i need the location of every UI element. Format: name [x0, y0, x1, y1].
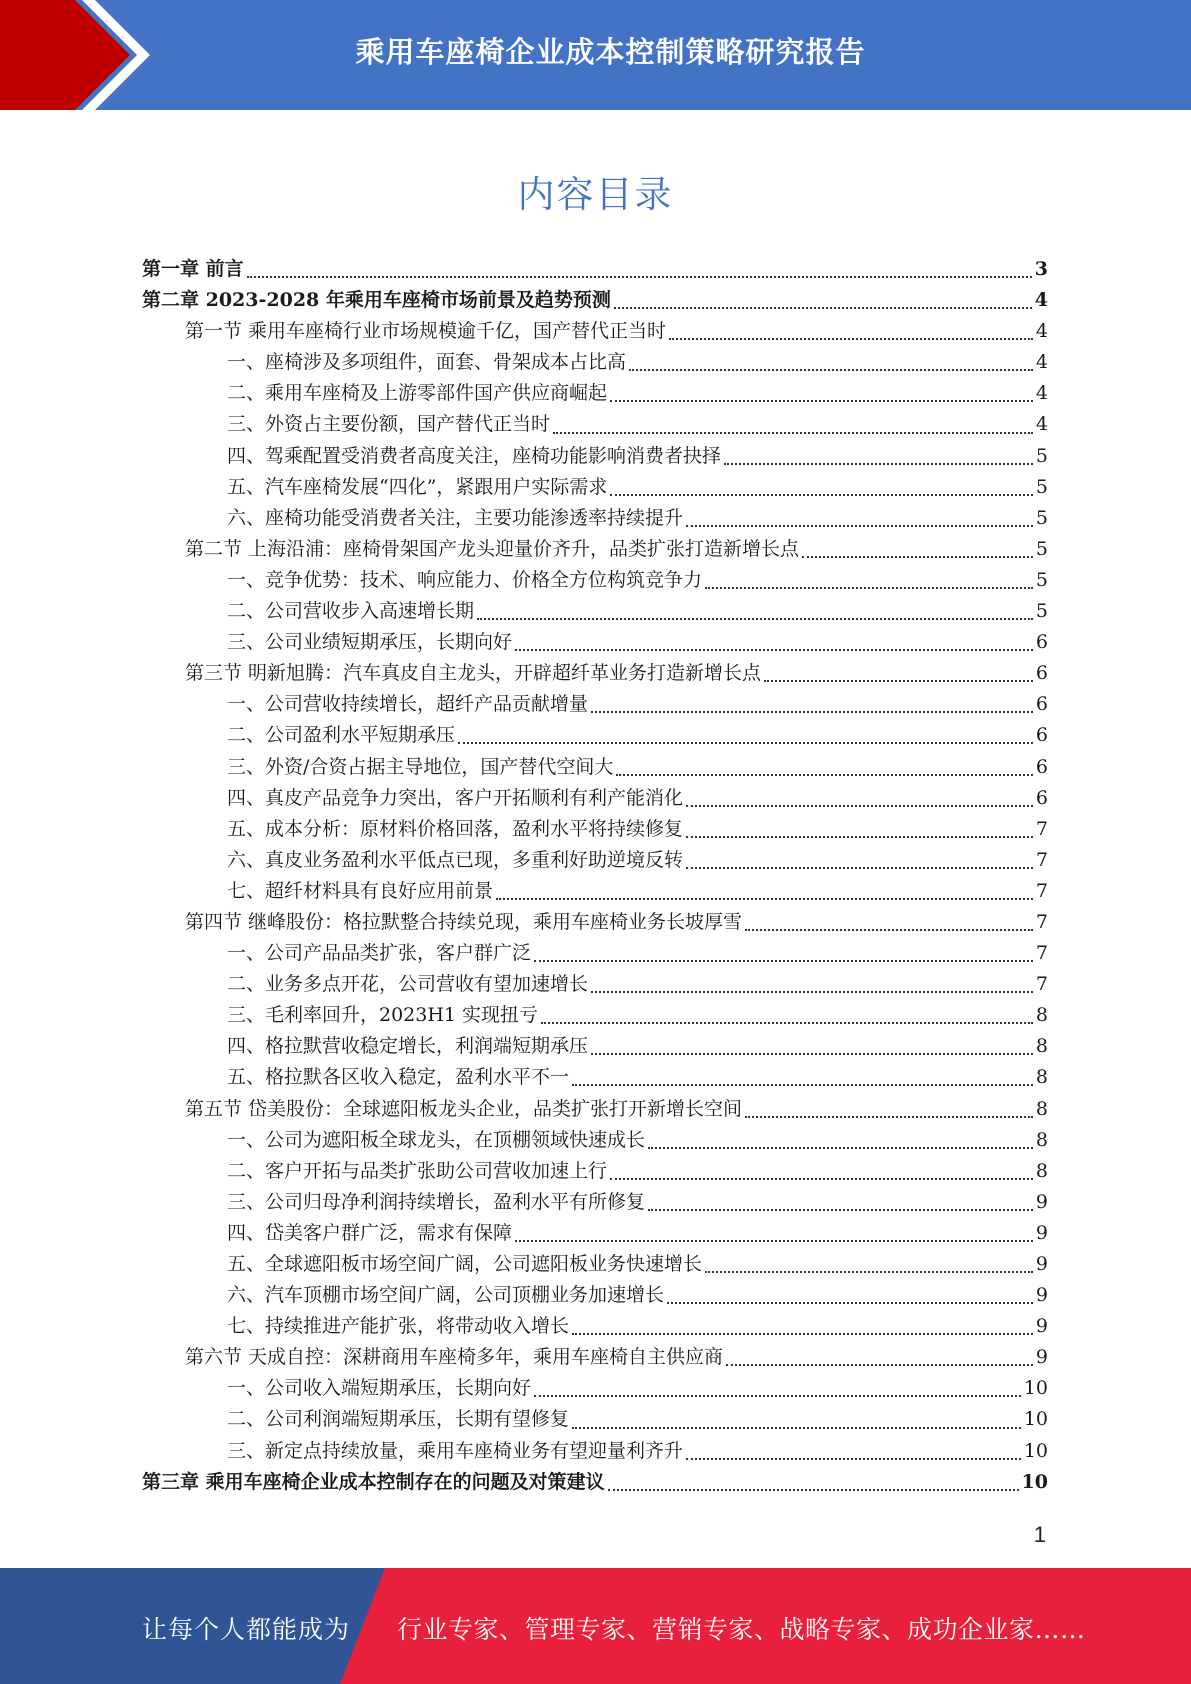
- toc-dot-leader: [705, 586, 1033, 589]
- toc-entry-text: 二、客户开拓与品类扩张助公司营收加速上行: [227, 1159, 608, 1182]
- toc-entry-page: 10: [1023, 1377, 1048, 1400]
- toc-entry-text: 四、驾乘配置受消费者高度关注，座椅功能影响消费者抉择: [227, 444, 722, 467]
- toc-dot-leader: [496, 897, 1033, 900]
- toc-dot-leader: [534, 959, 1033, 962]
- toc-subsection-entry[interactable]: [142, 1249, 1048, 1280]
- toc-dot-leader: [610, 399, 1033, 402]
- toc-dot-leader: [591, 990, 1033, 993]
- toc-entry-page: 8: [1035, 1035, 1048, 1058]
- toc-entry-text: 二、业务多点开花，公司营收有望加速增长: [227, 973, 589, 996]
- toc-entry-text: 六、座椅功能受消费者关注，主要功能渗透率持续提升: [227, 506, 684, 529]
- toc-entry-page: 7: [1035, 817, 1048, 840]
- header-banner: [0, 0, 1191, 110]
- toc-dot-leader: [648, 1208, 1033, 1211]
- toc-chapter-entry[interactable]: [142, 1467, 1048, 1498]
- toc-subsection-entry[interactable]: [142, 1125, 1048, 1156]
- toc-dot-leader: [591, 1052, 1033, 1055]
- toc-subsection-entry[interactable]: [142, 1218, 1048, 1249]
- toc-entry-text: 一、公司为遮阳板全球龙头，在顶棚领域快速成长: [227, 1128, 646, 1151]
- toc-entry-text: 第一章 前言: [142, 258, 244, 280]
- toc-dot-leader: [534, 1394, 1021, 1397]
- toc-entry-text: 第五节 岱美股份：全球遮阳板龙头企业，品类扩张打开新增长空间: [185, 1097, 743, 1120]
- toc-entry-text: 一、公司营收持续增长，超纤产品贡献增量: [227, 693, 589, 716]
- toc-dot-leader: [648, 1146, 1033, 1149]
- toc-entry-page: 9: [1035, 1190, 1048, 1213]
- toc-entry-text: 四、岱美客户群广泛，需求有保障: [227, 1221, 513, 1244]
- toc-subsection-entry[interactable]: [142, 783, 1048, 814]
- toc-entry-page: 5: [1035, 475, 1048, 498]
- toc-entry-page: 8: [1035, 1097, 1048, 1120]
- toc-heading: 内容目录: [517, 173, 674, 216]
- toc-entry-text: 一、公司收入端短期承压，长期向好: [227, 1377, 532, 1400]
- toc-dot-leader: [553, 431, 1033, 434]
- toc-entry-page: 4: [1035, 351, 1048, 374]
- toc-entry-page: 9: [1035, 1221, 1048, 1244]
- toc-dot-leader: [724, 462, 1033, 465]
- toc-dot-leader: [726, 1363, 1033, 1366]
- toc-entry-text: 三、公司归母净利润持续增长，盈利水平有所修复: [227, 1190, 646, 1213]
- toc-dot-leader: [705, 1270, 1033, 1273]
- toc-dot-leader: [608, 1488, 1019, 1491]
- footer-slogan-right: 行业专家、管理专家、营销专家、战略专家、成功企业家……: [397, 1615, 1086, 1644]
- toc-dot-leader: [686, 835, 1033, 838]
- toc-section-entry[interactable]: [142, 534, 1048, 565]
- footer-banner: [0, 1568, 1191, 1684]
- toc-subsection-entry[interactable]: [142, 876, 1048, 907]
- toc-dot-leader: [686, 524, 1033, 527]
- toc-entry-text: 二、乘用车座椅及上游零部件国产供应商崛起: [227, 382, 608, 405]
- toc-subsection-entry[interactable]: [142, 814, 1048, 845]
- toc-subsection-entry[interactable]: [142, 378, 1048, 409]
- toc-entry-text: 第一节 乘用车座椅行业市场规模逾千亿，国产替代正当时: [185, 320, 667, 343]
- toc-subsection-entry[interactable]: [142, 689, 1048, 720]
- toc-entry-page: 6: [1035, 755, 1048, 778]
- toc-entry-text: 三、外资/合资占据主导地位，国产替代空间大: [227, 755, 614, 778]
- toc-subsection-entry[interactable]: [142, 503, 1048, 534]
- toc-entry-text: 三、毛利率回升，2023H1 实现扭亏: [227, 1004, 539, 1027]
- toc-dot-leader: [541, 1021, 1033, 1024]
- toc-entry-page: 9: [1035, 1253, 1048, 1275]
- footer-slogan-left: 让每个人都能成为: [142, 1615, 351, 1644]
- toc-subsection-entry[interactable]: [142, 1404, 1048, 1435]
- toc-entry-page: 8: [1035, 1128, 1048, 1151]
- toc-dot-leader: [745, 1115, 1033, 1118]
- toc-subsection-entry[interactable]: [142, 472, 1048, 503]
- toc-entry-page: 8: [1035, 1004, 1048, 1027]
- toc-entry-text: 第六节 天成自控：深耕商用车座椅多年，乘用车座椅自主供应商: [185, 1346, 724, 1369]
- toc-section-entry[interactable]: [142, 658, 1048, 689]
- toc-subsection-entry[interactable]: [142, 596, 1048, 627]
- toc-entry-page: 4: [1035, 320, 1048, 343]
- toc-entry-page: 9: [1035, 1284, 1048, 1307]
- toc-subsection-entry[interactable]: [142, 627, 1048, 658]
- toc-entry-page: 4: [1035, 413, 1048, 436]
- toc-entry-text: 第四节 继峰股份：格拉默整合持续兑现，乘用车座椅业务长坡厚雪: [185, 910, 743, 933]
- toc-dot-leader: [572, 1332, 1033, 1335]
- toc-entry-text: 一、座椅涉及多项组件，面套、骨架成本占比高: [227, 351, 627, 374]
- toc-dot-leader: [610, 493, 1032, 496]
- toc-dot-leader: [572, 1083, 1033, 1086]
- toc-entry-page: 7: [1035, 879, 1048, 902]
- toc-subsection-entry[interactable]: [142, 969, 1048, 1000]
- toc-entry-page: 7: [1035, 973, 1048, 996]
- toc-entry-text: 五、汽车座椅发展“四化”，紧跟用户实际需求: [227, 475, 608, 498]
- toc-entry-page: 10: [1023, 1439, 1048, 1462]
- toc-dot-leader: [745, 928, 1033, 931]
- toc-subsection-entry[interactable]: [142, 752, 1048, 783]
- toc-chapter-entry[interactable]: [142, 285, 1048, 316]
- toc-section-entry[interactable]: [142, 316, 1048, 347]
- toc-entry-page: 7: [1035, 942, 1048, 965]
- toc-dot-leader: [610, 1177, 1033, 1180]
- report-title: 乘用车座椅企业成本控制策略研究报告: [355, 35, 866, 69]
- toc-entry-page: 5: [1035, 444, 1048, 467]
- toc-entry-text: 第三节 明新旭腾：汽车真皮自主龙头，开辟超纤革业务打造新增长点: [185, 662, 762, 685]
- toc-dot-leader: [686, 1457, 1021, 1460]
- table-of-contents: [142, 254, 1048, 1498]
- toc-entry-page: 10: [1023, 1408, 1048, 1431]
- toc-entry-text: 四、真皮产品竞争力突出，客户开拓顺利有利产能消化: [227, 786, 684, 809]
- toc-entry-text: 一、竞争优势：技术、响应能力、价格全方位构筑竞争力: [227, 568, 703, 591]
- toc-subsection-entry[interactable]: [142, 1187, 1048, 1218]
- toc-entry-page: 6: [1035, 786, 1048, 809]
- toc-dot-leader: [629, 368, 1033, 371]
- toc-entry-page: 8: [1035, 1159, 1048, 1182]
- toc-entry-text: 二、公司利润端短期承压，长期有望修复: [227, 1408, 570, 1431]
- toc-subsection-entry[interactable]: [142, 409, 1048, 440]
- toc-entry-page: 3: [1034, 258, 1048, 280]
- toc-entry-text: 三、外资占主要份额，国产替代正当时: [227, 413, 551, 436]
- toc-entry-page: 4: [1035, 382, 1048, 405]
- toc-dot-leader: [572, 1426, 1021, 1429]
- toc-dot-leader: [477, 617, 1033, 620]
- toc-dot-leader: [247, 275, 1032, 278]
- toc-subsection-entry[interactable]: [142, 565, 1048, 596]
- toc-subsection-entry[interactable]: [142, 845, 1048, 876]
- toc-entry-text: 五、格拉默各区收入稳定，盈利水平不一: [227, 1066, 570, 1089]
- toc-dot-leader: [515, 648, 1033, 651]
- toc-subsection-entry[interactable]: [142, 938, 1048, 969]
- toc-entry-text: 第二节 上海沿浦：座椅骨架国产龙头迎量价齐升，品类扩张打造新增长点: [185, 537, 800, 560]
- page-number: 1: [1033, 1522, 1046, 1547]
- toc-entry-page: 7: [1035, 848, 1048, 871]
- toc-subsection-entry[interactable]: [142, 1436, 1048, 1467]
- toc-entry-page: 6: [1035, 631, 1048, 654]
- toc-dot-leader: [667, 1301, 1033, 1304]
- toc-entry-page: 6: [1035, 724, 1048, 747]
- toc-dot-leader: [686, 866, 1033, 869]
- toc-entry-page: 5: [1035, 600, 1048, 623]
- toc-entry-page: 7: [1035, 910, 1048, 933]
- toc-entry-page: 9: [1035, 1315, 1048, 1338]
- toc-entry-page: 5: [1035, 537, 1048, 560]
- toc-subsection-entry[interactable]: [142, 1031, 1048, 1062]
- toc-subsection-entry[interactable]: [142, 347, 1048, 378]
- toc-entry-page: 5: [1035, 568, 1048, 591]
- toc-entry-page: 10: [1021, 1470, 1048, 1493]
- toc-subsection-entry[interactable]: [142, 1373, 1048, 1404]
- toc-chapter-entry[interactable]: [142, 254, 1048, 285]
- toc-entry-text: 六、真皮业务盈利水平低点已现，多重利好助逆境反转: [227, 848, 684, 871]
- toc-dot-leader: [686, 804, 1033, 807]
- toc-entry-text: 五、全球遮阳板市场空间广阔，公司遮阳板业务快速增长: [227, 1253, 703, 1275]
- toc-entry-page: 8: [1035, 1066, 1048, 1089]
- toc-entry-text: 四、格拉默营收稳定增长，利润端短期承压: [227, 1035, 589, 1058]
- toc-dot-leader: [616, 773, 1033, 776]
- toc-entry-text: 一、公司产品品类扩张，客户群广泛: [227, 942, 532, 965]
- toc-entry-text: 第二章 2023-2028 年乘用车座椅市场前景及趋势预测: [142, 289, 611, 312]
- toc-dot-leader: [614, 306, 1032, 309]
- toc-entry-text: 二、公司营收步入高速增长期: [227, 600, 475, 623]
- toc-entry-text: 三、新定点持续放量，乘用车座椅业务有望迎量利齐升: [227, 1439, 684, 1462]
- toc-entry-page: 5: [1035, 506, 1048, 529]
- toc-dot-leader: [802, 555, 1033, 558]
- toc-entry-text: 第三章 乘用车座椅企业成本控制存在的问题及对策建议: [142, 1470, 605, 1493]
- toc-section-entry[interactable]: [142, 1094, 1048, 1125]
- toc-entry-text: 六、汽车顶棚市场空间广阔，公司顶棚业务加速增长: [227, 1284, 665, 1307]
- toc-subsection-entry[interactable]: [142, 441, 1048, 472]
- toc-entry-page: 4: [1034, 289, 1048, 312]
- toc-subsection-entry[interactable]: [142, 1311, 1048, 1342]
- toc-section-entry[interactable]: [142, 1342, 1048, 1373]
- toc-entry-text: 二、公司盈利水平短期承压: [227, 724, 456, 747]
- toc-entry-text: 五、成本分析：原材料价格回落，盈利水平将持续修复: [227, 817, 684, 840]
- toc-section-entry[interactable]: [142, 907, 1048, 938]
- toc-dot-leader: [591, 710, 1033, 713]
- toc-dot-leader: [458, 741, 1033, 744]
- toc-dot-leader: [669, 337, 1033, 340]
- toc-subsection-entry[interactable]: [142, 1156, 1048, 1187]
- toc-dot-leader: [515, 1239, 1033, 1242]
- toc-entry-page: 6: [1035, 693, 1048, 716]
- toc-entry-text: 七、超纤材料具有良好应用前景: [227, 879, 494, 902]
- toc-subsection-entry[interactable]: [142, 1280, 1048, 1311]
- toc-dot-leader: [764, 679, 1033, 682]
- toc-subsection-entry[interactable]: [142, 1062, 1048, 1093]
- toc-subsection-entry[interactable]: [142, 1000, 1048, 1031]
- toc-entry-text: 三、公司业绩短期承压，长期向好: [227, 631, 513, 654]
- toc-entry-page: 6: [1035, 662, 1048, 685]
- toc-entry-page: 9: [1035, 1346, 1048, 1369]
- toc-entry-text: 七、持续推进产能扩张，将带动收入增长: [227, 1315, 570, 1338]
- toc-subsection-entry[interactable]: [142, 720, 1048, 751]
